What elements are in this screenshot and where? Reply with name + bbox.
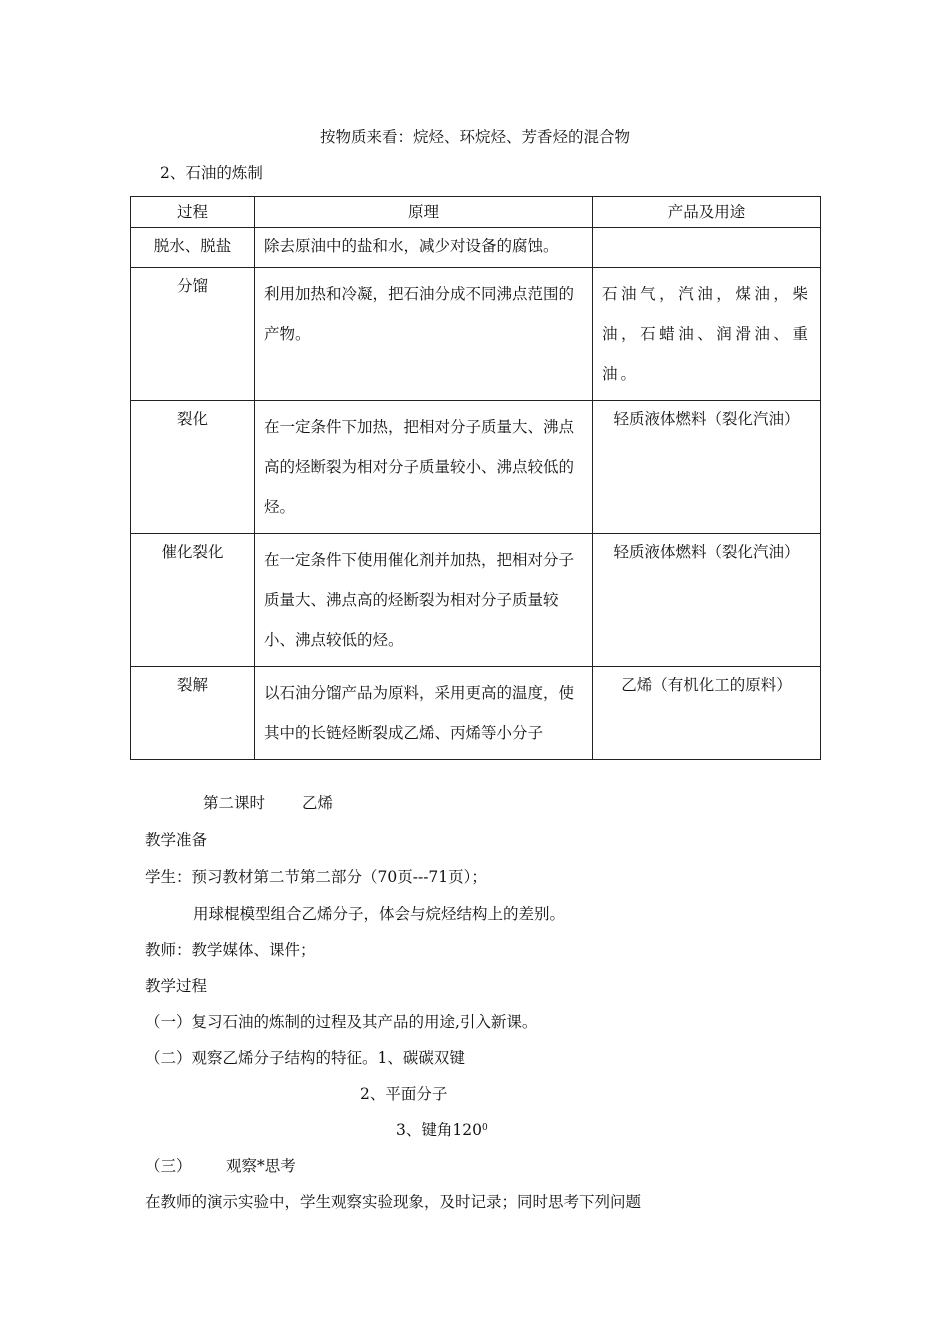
cell-principle: 在一定条件下使用催化剂并加热，把相对分子质量大、沸点高的烃断裂为相对分子质量较小、沸点较低的烃。 bbox=[255, 534, 593, 667]
refining-table bbox=[130, 196, 821, 760]
teacher-prep: 教师：教学媒体、课件； bbox=[145, 941, 316, 959]
table-row bbox=[131, 268, 821, 401]
composition-line: 按物质来看：烷烃、环烷烃、芳香烃的混合物 bbox=[320, 128, 631, 146]
student-prep: 学生：预习教材第二节第二部分（70页---71页）； bbox=[145, 868, 487, 886]
lesson-period: 第二课时 bbox=[203, 794, 266, 812]
cell-principle: 利用加热和冷凝，把石油分成不同沸点范围的产物。 bbox=[255, 268, 593, 401]
degree-sup: 0 bbox=[481, 1123, 488, 1133]
cell-product: 轻质液体燃料（裂化汽油） bbox=[593, 534, 821, 667]
student-prep-extra: 用球棍模型组合乙烯分子，体会与烷烃结构上的差别。 bbox=[193, 905, 566, 923]
step-three-text: 观察*思考 bbox=[226, 1157, 296, 1175]
table-row bbox=[131, 401, 821, 534]
table-row bbox=[131, 228, 821, 268]
process-title: 教学过程 bbox=[145, 977, 208, 995]
table-row bbox=[131, 667, 821, 760]
cell-process: 分馏 bbox=[131, 268, 255, 401]
step-two-b: 2、平面分子 bbox=[360, 1085, 448, 1103]
header-product: 产品及用途 bbox=[593, 197, 821, 228]
cell-product: 石油气，汽油，煤油，柴油，石蜡油、润滑油、重油。 bbox=[593, 268, 821, 401]
step-three-label: （三） bbox=[145, 1157, 192, 1175]
cell-product bbox=[593, 228, 821, 268]
section-title: 2、石油的炼制 bbox=[160, 164, 263, 182]
cell-process: 脱水、脱盐 bbox=[131, 228, 255, 268]
cell-product: 轻质液体燃料（裂化汽油） bbox=[593, 401, 821, 534]
table-header-row bbox=[131, 197, 821, 228]
cell-product: 乙烯（有机化工的原料） bbox=[593, 667, 821, 760]
prep-title: 教学准备 bbox=[145, 831, 208, 849]
table-row bbox=[131, 534, 821, 667]
step-two-c bbox=[396, 1120, 488, 1140]
cell-process: 催化裂化 bbox=[131, 534, 255, 667]
closing-line: 在教师的演示实验中，学生观察实验现象，及时记录；同时思考下列问题 bbox=[145, 1193, 642, 1211]
cell-process: 裂化 bbox=[131, 401, 255, 534]
header-process: 过程 bbox=[131, 197, 255, 228]
bond-angle-text: 3、键角120 bbox=[396, 1121, 482, 1139]
step-one: （一）复习石油的炼制的过程及其产品的用途,引入新课。 bbox=[145, 1013, 538, 1031]
lesson-topic: 乙烯 bbox=[302, 794, 334, 812]
step-two: （二）观察乙烯分子结构的特征。1、碳碳双键 bbox=[145, 1049, 465, 1067]
cell-principle: 在一定条件下加热，把相对分子质量大、沸点高的烃断裂为相对分子质量较小、沸点较低的烃。 bbox=[255, 401, 593, 534]
header-principle: 原理 bbox=[255, 197, 593, 228]
cell-principle: 以石油分馏产品为原料，采用更高的温度，使其中的长链烃断裂成乙烯、丙烯等小分子 bbox=[255, 667, 593, 760]
cell-process: 裂解 bbox=[131, 667, 255, 760]
cell-principle: 除去原油中的盐和水，减少对设备的腐蚀。 bbox=[255, 228, 593, 268]
